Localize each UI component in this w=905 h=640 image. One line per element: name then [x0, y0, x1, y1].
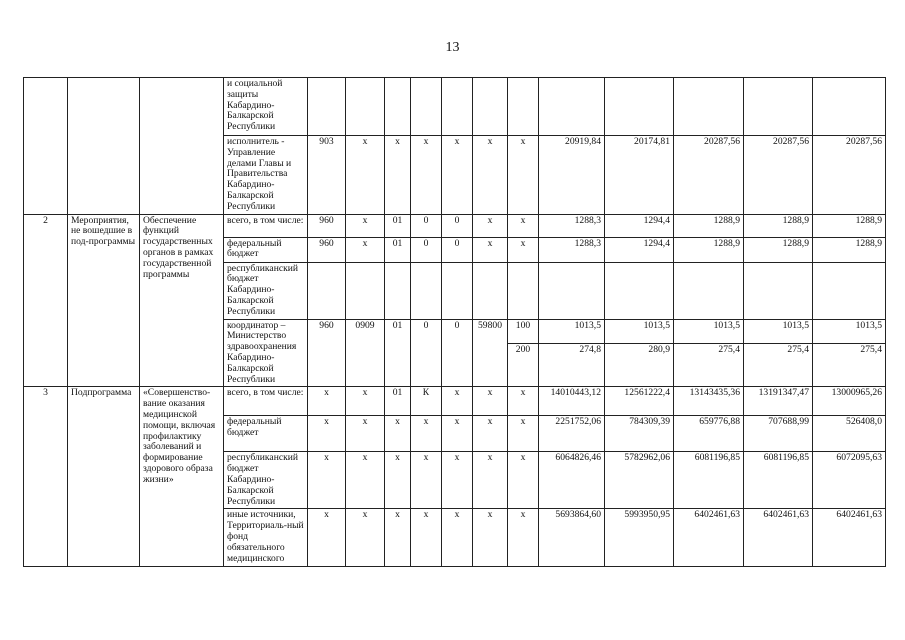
grbs-cell: х: [308, 509, 346, 567]
rz-cell: х: [346, 509, 385, 567]
pgp-cell: х: [442, 452, 473, 509]
value-cell: 13191347,47: [744, 387, 813, 416]
value-cell: 5693864,60: [539, 509, 605, 567]
value-cell: 1288,9: [813, 237, 886, 262]
table-row: [24, 387, 886, 416]
value-cell: 20287,56: [674, 136, 744, 215]
value-cell: 1294,4: [605, 237, 674, 262]
value-cell: 1013,5: [744, 319, 813, 344]
gp-cell: 0: [411, 319, 442, 387]
page-number: 13: [445, 40, 460, 55]
pr-cell: х: [385, 452, 411, 509]
vr-cell: х: [508, 387, 539, 416]
value-cell: 5782962,06: [605, 452, 674, 509]
gp-cell: 0: [411, 237, 442, 262]
om-cell: х: [473, 136, 508, 215]
om-cell: 59800: [473, 319, 508, 387]
rz-cell: х: [346, 214, 385, 237]
pr-cell: 01: [385, 387, 411, 416]
resp-cell: всего, в том числе:: [224, 214, 308, 237]
value-cell: 526408,0: [813, 416, 886, 452]
pgp-cell: х: [442, 509, 473, 567]
value-cell: 6402461,63: [674, 509, 744, 567]
vr-cell: х: [508, 452, 539, 509]
gp-cell: х: [411, 136, 442, 215]
num-cell: [24, 78, 68, 215]
om-cell: х: [473, 387, 508, 416]
grbs-cell: х: [308, 416, 346, 452]
status-cell: Мероприятия, не вошедшие в под-программы: [68, 214, 140, 387]
resp-cell: иные источники, Территориаль-ный фонд обязательного медицинского: [224, 509, 308, 567]
value-cell: 6072095,63: [813, 452, 886, 509]
pgp-cell: х: [442, 416, 473, 452]
vr-cell: 100: [508, 319, 539, 344]
resp-cell: федеральный бюджет: [224, 237, 308, 262]
resp-cell: республиканский бюджет Кабардино-Балкарской Республики: [224, 452, 308, 509]
vr-cell: х: [508, 237, 539, 262]
om-cell: х: [473, 452, 508, 509]
pr-cell: х: [385, 416, 411, 452]
pr-cell: х: [385, 136, 411, 215]
name-cell: [140, 78, 224, 215]
pgp-cell: 0: [442, 214, 473, 237]
value-cell: 1288,9: [813, 214, 886, 237]
value-cell: 707688,99: [744, 416, 813, 452]
value-cell: 12561222,4: [605, 387, 674, 416]
rz-cell: х: [346, 416, 385, 452]
pgp-cell: х: [442, 136, 473, 215]
num-cell: 3: [24, 387, 68, 567]
pr-cell: 01: [385, 319, 411, 387]
value-cell: 6064826,46: [539, 452, 605, 509]
resp-cell: координатор – Министерство здравоохранения Кабардино-Балкарской Республики: [224, 319, 308, 387]
value-cell: 1288,9: [744, 214, 813, 237]
num-cell: 2: [24, 214, 68, 387]
pr-cell: 01: [385, 237, 411, 262]
resp-cell: республиканский бюджет Кабардино-Балкарской Республики: [224, 262, 308, 319]
grbs-cell: 960: [308, 237, 346, 262]
value-cell: 5993950,95: [605, 509, 674, 567]
table-row: [24, 78, 886, 136]
name-cell: «Совершенство-вание оказания медицинской помощи, включая профилактику заболеваний и формирование здорового образа жизни»: [140, 387, 224, 567]
value-cell: 275,4: [744, 344, 813, 387]
value-cell: 6402461,63: [813, 509, 886, 567]
resp-cell: федеральный бюджет: [224, 416, 308, 452]
pgp-cell: х: [442, 387, 473, 416]
vr-cell: х: [508, 509, 539, 567]
gp-cell: 0: [411, 214, 442, 237]
value-cell: 6081196,85: [744, 452, 813, 509]
value-cell: 14010443,12: [539, 387, 605, 416]
table-row: [24, 214, 886, 237]
value-cell: 1288,9: [674, 237, 744, 262]
grbs-cell: х: [308, 387, 346, 416]
name-cell: Обеспечение функций государственных органов в рамках государственной программы: [140, 214, 224, 387]
om-cell: х: [473, 214, 508, 237]
vr-cell: 200: [508, 344, 539, 387]
value-cell: 2251752,06: [539, 416, 605, 452]
rz-cell: х: [346, 237, 385, 262]
pr-cell: 01: [385, 214, 411, 237]
value-cell: 1288,3: [539, 214, 605, 237]
gp-cell: х: [411, 452, 442, 509]
value-cell: 13000965,26: [813, 387, 886, 416]
gp-cell: х: [411, 509, 442, 567]
value-cell: 1013,5: [605, 319, 674, 344]
value-cell: 280,9: [605, 344, 674, 387]
resp-cell: и социальной защиты Кабардино-Балкарской Республики: [224, 78, 308, 136]
value-cell: 1288,9: [674, 214, 744, 237]
value-cell: 20174,81: [605, 136, 674, 215]
value-cell: 1013,5: [539, 319, 605, 344]
pgp-cell: 0: [442, 237, 473, 262]
vr-cell: х: [508, 214, 539, 237]
grbs-cell: 960: [308, 319, 346, 387]
pgp-cell: 0: [442, 319, 473, 387]
vr-cell: х: [508, 416, 539, 452]
value-cell: 659776,88: [674, 416, 744, 452]
grbs-cell: 960: [308, 214, 346, 237]
om-cell: х: [473, 237, 508, 262]
value-cell: 1288,9: [744, 237, 813, 262]
resp-cell: исполнитель - Управление делами Главы и Правительства Кабардино-Балкарской Республики: [224, 136, 308, 215]
om-cell: х: [473, 416, 508, 452]
gp-cell: х: [411, 416, 442, 452]
value-cell: 275,4: [813, 344, 886, 387]
value-cell: 275,4: [674, 344, 744, 387]
value-cell: 274,8: [539, 344, 605, 387]
budget-table: [23, 77, 886, 567]
om-cell: х: [473, 509, 508, 567]
status-cell: Подпрограмма: [68, 387, 140, 567]
value-cell: 6081196,85: [674, 452, 744, 509]
value-cell: 784309,39: [605, 416, 674, 452]
resp-cell: всего, в том числе:: [224, 387, 308, 416]
value-cell: 13143435,36: [674, 387, 744, 416]
value-cell: 20287,56: [744, 136, 813, 215]
rz-cell: х: [346, 136, 385, 215]
value-cell: 6402461,63: [744, 509, 813, 567]
value-cell: 1288,3: [539, 237, 605, 262]
value-cell: 20287,56: [813, 136, 886, 215]
grbs-cell: 903: [308, 136, 346, 215]
gp-cell: К: [411, 387, 442, 416]
rz-cell: х: [346, 452, 385, 509]
value-cell: 20919,84: [539, 136, 605, 215]
status-cell: [68, 78, 140, 215]
rz-cell: 0909: [346, 319, 385, 387]
rz-cell: х: [346, 387, 385, 416]
value-cell: 1013,5: [813, 319, 886, 344]
pr-cell: х: [385, 509, 411, 567]
value-cell: 1013,5: [674, 319, 744, 344]
grbs-cell: х: [308, 452, 346, 509]
value-cell: 1294,4: [605, 214, 674, 237]
vr-cell: х: [508, 136, 539, 215]
